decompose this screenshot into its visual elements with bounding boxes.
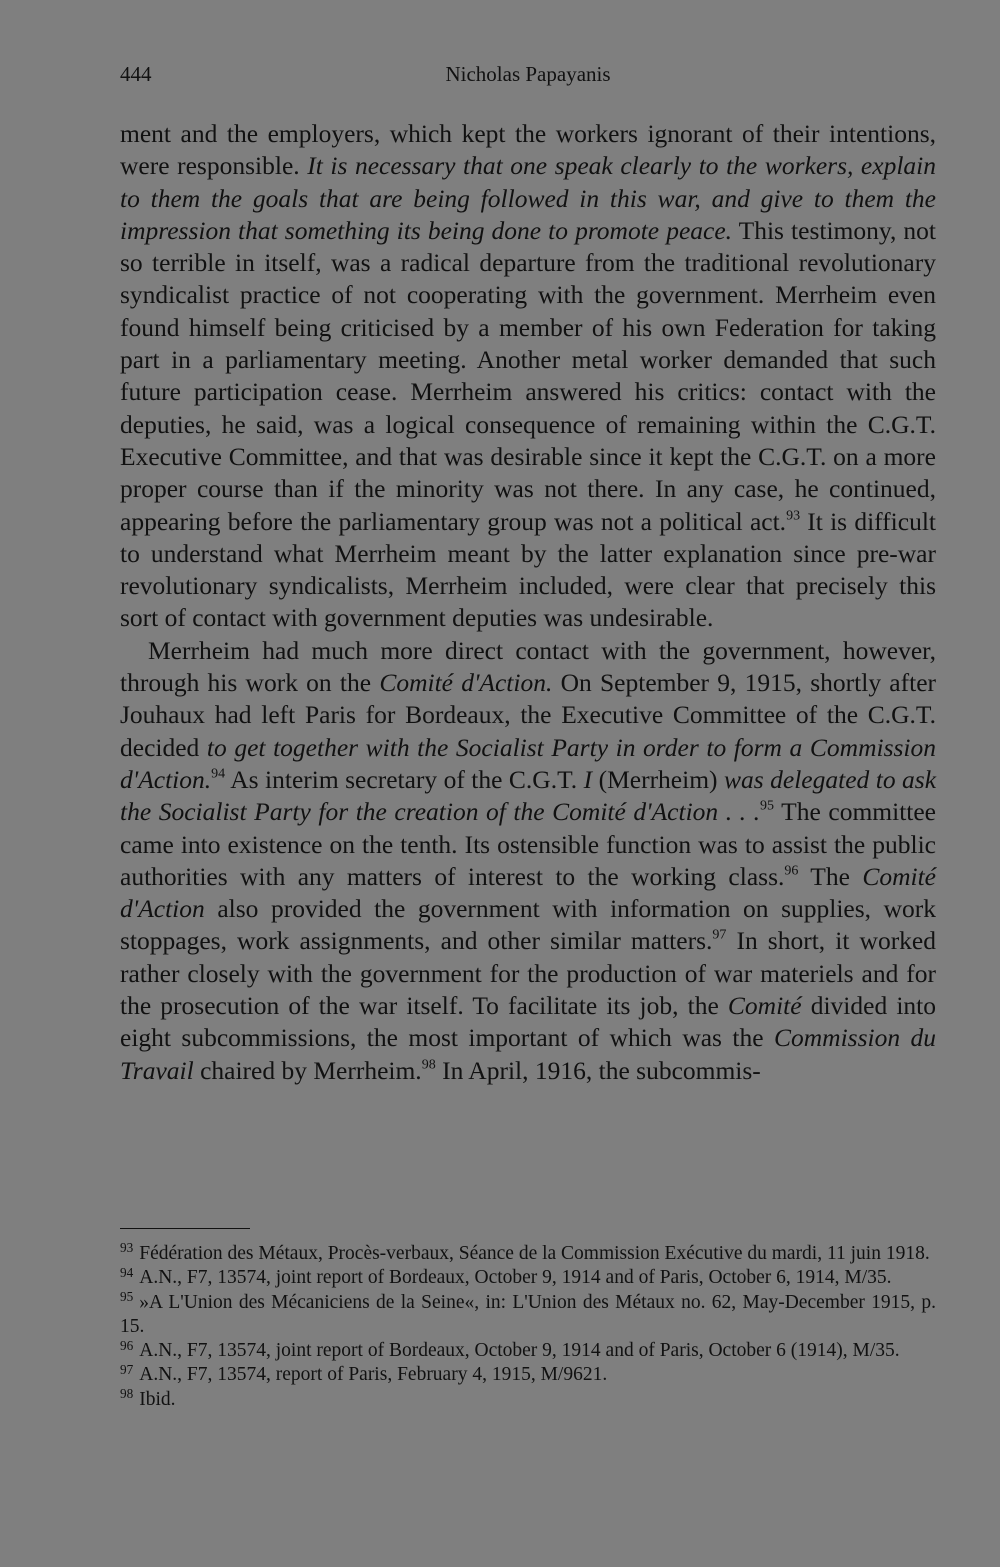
text-run: ment and the employers, which kept the workers ignorant of their intentions, were responsible. <box>120 119 936 181</box>
text-run: Merrheim had much more direct contact with the government, however, through his work on the <box>120 635 936 698</box>
footnote-text: A.N., F7, 13574, joint report of Bordeaux, October 9, 1914 and of Paris, October 6, 1914, M/35. <box>139 1267 892 1289</box>
footnote-number: 98 <box>120 1386 134 1402</box>
footnote-number: 96 <box>120 1337 134 1353</box>
footnote-ref-93: 93 <box>786 508 801 524</box>
italic-term: Commission du Travail <box>120 1023 937 1085</box>
text-run: This testimony, not so terrible in itself, was a radical departure from the traditional revolutionary syndicalist practice of not cooperating with the government. Merrheim even found himself being criticised by a member of his own Federation for taking part in a parliamentary meeting. Another metal worker demanded that such future participation cease. Merrheim answered his critics: contact with the deputies, he said, was a logical consequence of remaining within the C.G.T. Executive Committee, and that was desirable since it kept the C.G.T. on a more proper course than if the minority was not there. In any case, he continued, appearing before the parliamentary group was not a political act. <box>120 215 936 536</box>
footnote-93 <box>120 1242 936 1266</box>
footnote-text: Fédération des Métaux, Procès-verbaux, Séance de la Commission Exécutive du mardi, 11 juin 1918. <box>139 1243 930 1264</box>
footnote-text: Ibid. <box>139 1388 176 1410</box>
italic-quote: to get together with the Socialist Party in order to form a Commission d'Action. <box>120 732 937 794</box>
footnote-97 <box>120 1363 936 1387</box>
footnote-95 <box>120 1288 936 1340</box>
footnote-ref-94: 94 <box>211 766 226 782</box>
text-run: (Merrheim) <box>598 764 718 794</box>
text-run: also provided the government with information on supplies, work stoppages, work assignments, and other similar matters. <box>120 894 937 956</box>
italic-quote: I <box>583 764 593 794</box>
footnote-number: 95 <box>120 1288 134 1304</box>
italic-quote: It is necessary that one speak clearly to the workers, explain to them the goals that are being followed in this war, and give to them the impression that something its being done to promote peace. <box>120 151 936 245</box>
footnote-number: 93 <box>120 1240 134 1256</box>
text-run: The <box>810 861 850 891</box>
footnote-text: »A L'Union des Mécaniciens de la Seine«, in: L'Union des Métaux no. 62, May-December 1915, p. 15. <box>120 1291 936 1337</box>
text-run: It is difficult to understand what Merrheim meant by the latter explanation since pre-war revolutionary syndicalists, Merrheim included, were clear that precisely this sort of contact with government deputies was undesirable. <box>120 506 936 633</box>
text-run: divided into eight subcommissions, the most important of which was the <box>120 991 936 1053</box>
text-run: In April, 1916, the subcommis- <box>442 1055 761 1085</box>
text-run: On September 9, 1915, shortly after Jouhaux had left Paris for Bordeaux, the Executive Committee of the C.G.T. decided <box>120 668 936 762</box>
italic-term: Comité d'Action <box>120 861 936 924</box>
page-number: 444 <box>120 62 152 86</box>
footnote-text: A.N., F7, 13574, report of Paris, February 4, 1915, M/9621. <box>139 1364 608 1386</box>
footnote-number: 97 <box>120 1361 134 1377</box>
footnote-ref-96: 96 <box>784 863 799 879</box>
footnotes <box>120 1242 936 1412</box>
footnote-divider <box>120 1228 250 1229</box>
footnote-number: 94 <box>120 1264 134 1280</box>
body-text <box>120 118 936 1087</box>
paragraph-2 <box>120 635 936 1087</box>
footnote-ref-97: 97 <box>712 927 727 943</box>
footnote-98 <box>120 1388 936 1412</box>
text-run: In short, it worked rather closely with the government for the production of war materiels and for the prosecution of the war itself. To facilitate its job, the <box>120 926 937 1021</box>
italic-quote: was delegated to ask the Socialist Party for the creation of the Comité d'Action . . . <box>120 764 937 827</box>
paragraph-1 <box>120 118 936 635</box>
footnote-96 <box>120 1339 936 1363</box>
italic-term: Comité <box>727 991 802 1021</box>
text-run: chaired by Merrheim. <box>200 1055 422 1085</box>
italic-term: Comité d'Action. <box>379 668 553 698</box>
text-run: The committee came into existence on the tenth. Its ostensible function was to assist the public authorities with any matters of interest to the working class. <box>120 797 937 891</box>
text-run: As interim secretary of the C.G.T. <box>230 764 578 794</box>
footnote-94 <box>120 1266 936 1290</box>
footnote-ref-98: 98 <box>421 1057 436 1073</box>
running-head: Nicholas Papayanis <box>445 62 611 86</box>
footnote-ref-95: 95 <box>760 798 775 814</box>
footnote-text: A.N., F7, 13574, joint report of Bordeaux, October 9, 1914 and of Paris, October 6 (1914), M/35. <box>139 1340 900 1362</box>
